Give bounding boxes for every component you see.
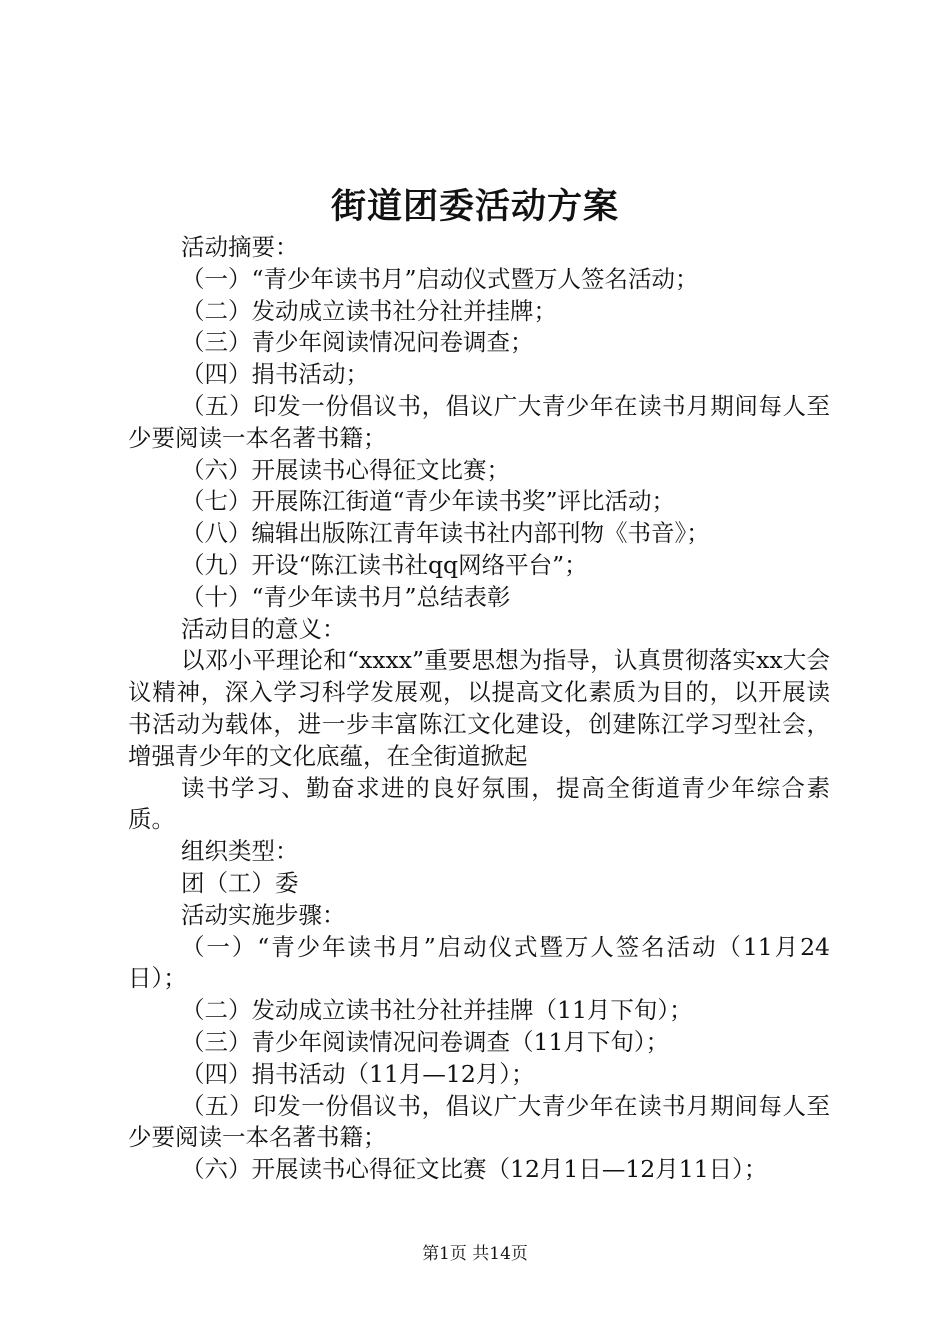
document-body xyxy=(128,232,830,1186)
paragraph-summary-item-1: （一）“青少年读书月”启动仪式暨万人签名活动； xyxy=(181,264,699,293)
paragraph-org-type-value: 团（工）委 xyxy=(181,868,299,897)
paragraph-org-type-heading: 组织类型： xyxy=(181,837,299,866)
page-number-footer: 第1页 共14页 xyxy=(422,1244,528,1264)
paragraph-purpose-continuation: 读书学习、勤奋求进的良好氛围，提高全街道青少年综合素质。 xyxy=(128,773,830,834)
paragraph-summary-item-9: （九）开设“陈江读书社qq网络平台”； xyxy=(181,550,588,579)
paragraph-summary-item-7: （七）开展陈江街道“青少年读书奖”评比活动； xyxy=(181,487,676,516)
paragraph-step-6: （六）开展读书心得征文比赛（12月1日—12月11日）； xyxy=(181,1155,768,1184)
paragraph-step-3: （三）青少年阅读情况问卷调查（11月下旬）； xyxy=(181,1027,670,1056)
paragraph-summary-heading: 活动摘要： xyxy=(181,233,299,261)
paragraph-purpose-heading: 活动目的意义： xyxy=(181,614,346,643)
page-title: 街道团委活动方案 xyxy=(330,186,619,227)
paragraph-summary-item-8: （八）编辑出版陈江青年读书社内部刊物《书音》； xyxy=(181,519,710,548)
paragraph-summary-item-10: （十）“青少年读书月”总结表彰 xyxy=(181,582,511,611)
paragraph-steps-heading: 活动实施步骤： xyxy=(181,900,346,929)
paragraph-step-1: （一）“青少年读书月”启动仪式暨万人签名活动（11月24日）； xyxy=(128,932,830,993)
paragraph-step-5: （五）印发一份倡议书，倡议广大青少年在读书月期间每人至少要阅读一本名著书籍； xyxy=(128,1091,830,1152)
paragraph-step-4: （四）捐书活动（11月—12月）； xyxy=(181,1059,535,1088)
paragraph-summary-item-4: （四）捐书活动； xyxy=(181,360,369,389)
paragraph-purpose-body: 以邓小平理论和“xxxx”重要思想为指导，认真贯彻落实xx大会议精神，深入学习科学发展观，以提高文化素质为目的，以开展读书活动为载体，进一步丰富陈江文化建设，创建陈江学习型社会，增强青少年的文化底蕴，在全街道掀起 xyxy=(128,646,830,770)
paragraph-summary-item-5: （五）印发一份倡议书，倡议广大青少年在读书月期间每人至少要阅读一本名著书籍； xyxy=(128,391,830,452)
paragraph-summary-item-6: （六）开展读书心得征文比赛； xyxy=(181,455,510,484)
paragraph-summary-item-2: （二）发动成立读书社分社并挂牌； xyxy=(181,296,557,325)
paragraph-summary-item-3: （三）青少年阅读情况问卷调查； xyxy=(181,328,534,357)
paragraph-step-2: （二）发动成立读书社分社并挂牌（11月下旬）； xyxy=(181,996,693,1025)
